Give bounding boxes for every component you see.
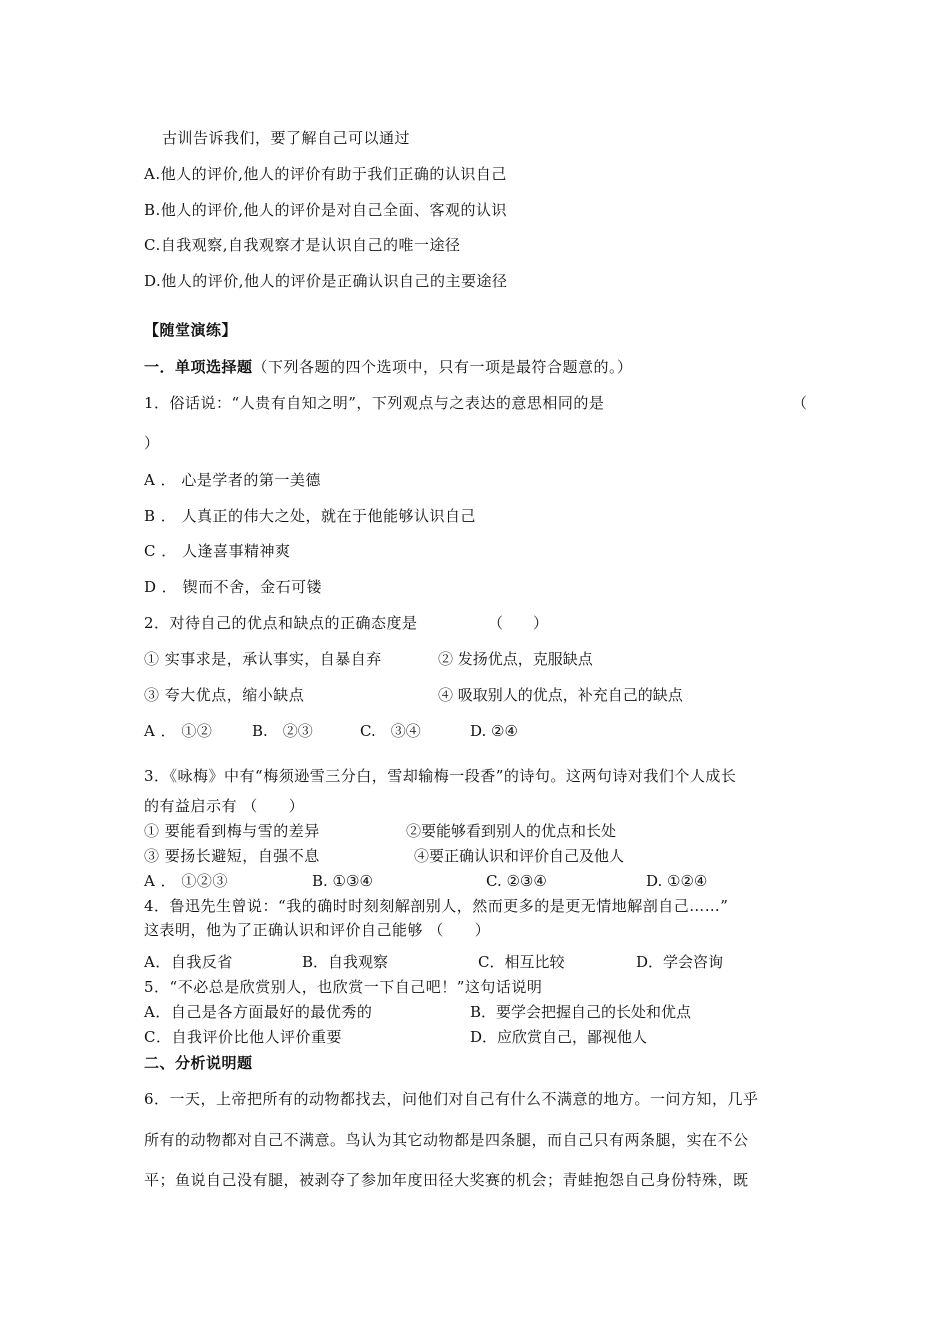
q5-choice-a: A．自己是各方面最好的最优秀的 [144,1003,373,1021]
q6-line-3: 平；鱼说自己没有腿，被剥夺了参加年度田径大奖赛的机会；青蛙抱怨自己身份特殊，既 [144,1171,749,1189]
q1-stem: 1．俗话说：“人贵有自知之明”，下列观点与之表达的意思相同的是 [144,394,605,412]
intro-option-b: B.他人的评价,他人的评价是对自己全面、客观的认识 [144,201,508,219]
section-heading: 【随堂演练】 [144,321,238,339]
q3-stem-line2: 的有益启示有 （ ） [144,797,305,815]
q2-item-4: ④ 吸取别人的优点，补充自己的缺点 [438,686,683,704]
q2-choice-c: C. ③④ [360,722,421,740]
q3-item-2: ②要能够看到别人的优点和长处 [406,822,617,840]
part1-heading [144,357,633,377]
intro-option-d: D.他人的评价,他人的评价是正确认识自己的主要途径 [144,272,508,290]
part1-title: 一．单项选择题 [144,358,253,376]
intro-option-c: C.自我观察,自我观察才是认识自己的唯一途径 [144,236,461,254]
q5-stem: 5．“不必总是欣赏别人，也欣赏一下自己吧！”这句话说明 [144,978,543,996]
q1-option-b: B ． 人真正的伟大之处，就在于他能够认识自己 [144,507,477,525]
q3-stem-line1: 3．《咏梅》中有“梅须逊雪三分白，雪却输梅一段香”的诗句。这两句诗对我们个人成长 [144,767,737,785]
q3-choice-b: B. ①③④ [312,872,373,890]
q4-choice-a: A．自我反省 [144,953,233,971]
q3-item-1: ① 要能看到梅与雪的差异 [144,822,320,840]
q1-option-c: C ． 人逢喜事精神爽 [144,542,291,560]
q2-item-3: ③ 夸大优点，缩小缺点 [144,686,305,704]
q6-line-1: 6．一天，上帝把所有的动物都找去，问他们对自己有什么不满意的地方。一问方知，几乎 [144,1090,759,1108]
q4-choice-b: B．自我观察 [302,953,389,971]
q2-choice-a: A ． ①② [144,722,213,740]
q5-choice-b: B．要学会把握自己的长处和优点 [470,1003,692,1021]
q1-option-a: A ． 心是学者的第一美德 [144,471,321,489]
q1-paren-open: （ [792,394,808,412]
q3-choice-a: A ． ①②③ [144,872,228,890]
q6-line-2: 所有的动物都对自己不满意。鸟认为其它动物都是四条腿，而自己只有两条腿，实在不公 [144,1131,749,1149]
intro-option-a: A.他人的评价,他人的评价有助于我们正确的认识自己 [144,165,507,183]
q5-choice-d: D．应欣赏自己，鄙视他人 [470,1028,648,1046]
q3-choice-d: D. ①②④ [646,872,708,890]
q2-stem: 2．对待自己的优点和缺点的正确态度是 [144,614,418,632]
part1-note: （下列各题的四个选项中，只有一项是最符合题意的。） [252,358,633,376]
q1-paren-close: ） [144,434,160,452]
q3-item-4: ④要正确认识和评价自己及他人 [414,847,625,865]
q4-choice-d: D．学会咨询 [636,953,724,971]
q2-paren: （ ） [488,614,549,632]
q1-option-d: D ． 锲而不舍，金石可镂 [144,578,323,596]
part2-title: 二、分析说明题 [144,1054,253,1072]
q3-choice-c: C. ②③④ [486,872,547,890]
q2-item-1: ① 实事求是，承认事实，自暴自弃 [144,650,382,668]
q4-choice-c: C．相互比较 [478,953,565,971]
q2-choice-d: D. ②④ [470,722,518,740]
q4-stem-line1: 4．鲁迅先生曾说：“我的确时时刻刻解剖别人，然而更多的是更无情地解剖自己……” [144,897,729,915]
intro-question: 古训告诉我们，要了解自己可以通过 [162,129,411,147]
q2-item-2: ② 发扬优点，克服缺点 [438,650,593,668]
q2-choice-b: B. ②③ [252,722,313,740]
q4-stem-line2: 这表明，他为了正确认识和评价自己能够 （ ） [144,921,491,939]
q3-item-3: ③ 要扬长避短，自强不息 [144,847,320,865]
q5-choice-c: C．自我评价比他人评价重要 [144,1028,342,1046]
